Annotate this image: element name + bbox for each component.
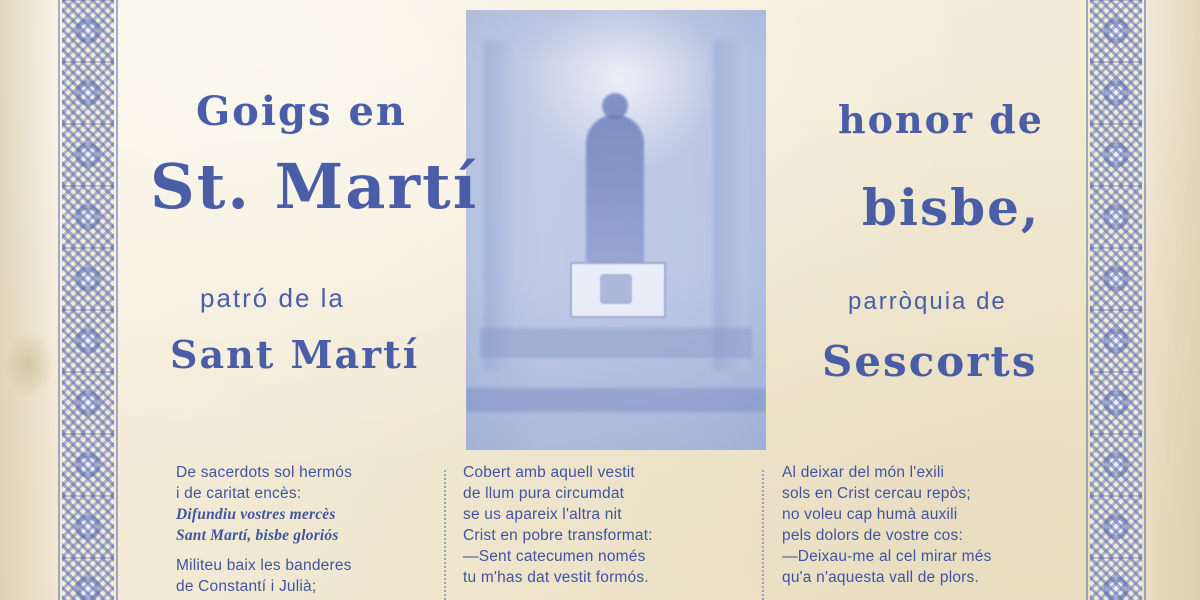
subtitle-place-name: Sescorts <box>822 337 1038 386</box>
title-line-honor-de: honor de <box>838 97 1044 142</box>
verse-line: se us apareix l'altra nit <box>463 506 622 523</box>
verse-refrain-line: Sant Martí, bisbe gloriós <box>176 527 339 544</box>
verse-line: qu'a n'aquesta vall de plors. <box>782 569 979 586</box>
verse-line: Al deixar del món l'exili <box>782 464 945 481</box>
verse-line: tu m'has dat vestit formós. <box>463 569 649 586</box>
verse-line: de Constantí i Julià; <box>176 578 317 595</box>
verse-stanza-gap <box>176 546 426 555</box>
verse-line: De sacerdots sol hermós <box>176 464 353 481</box>
paper-stain <box>4 330 54 400</box>
verse-line: sols en Crist cercau repòs; <box>782 485 971 502</box>
saint-statue-figure <box>586 115 644 265</box>
subtitle-patron-of: patró de la <box>200 283 345 313</box>
verse-column-1 <box>176 462 426 597</box>
verse-line: —Sent catecumen només <box>463 548 646 565</box>
subtitle-parish-name: Sant Martí <box>170 332 420 377</box>
title-line-bisbe: bisbe, <box>862 178 1041 237</box>
verse-line: de llum pura circumdat <box>463 485 625 502</box>
verse-column-2 <box>463 462 743 588</box>
verse-line: i de caritat encès: <box>176 485 302 502</box>
verse-area <box>0 462 1200 600</box>
verse-line: pels dolors de vostre cos: <box>782 527 963 544</box>
verse-line: Cobert amb aquell vestit <box>463 464 635 481</box>
altar-table <box>480 328 752 358</box>
verse-line: Crist en pobre transformat: <box>463 527 653 544</box>
statue-pedestal <box>570 262 666 318</box>
altar-statue-photograph <box>466 10 766 450</box>
photo-column-left <box>484 40 518 370</box>
verse-line: Militeu baix les banderes <box>176 557 352 574</box>
verse-line: —Deixau-me al cel mirar més <box>782 548 992 565</box>
subtitle-parish-of: parròquia de <box>848 288 1007 315</box>
verse-refrain-line: Difundiu vostres mercès <box>176 506 336 523</box>
photo-column-right <box>714 40 748 370</box>
verse-line: no voleu cap humà auxili <box>782 506 958 523</box>
verse-column-3 <box>782 462 1062 588</box>
altar-step <box>466 388 766 412</box>
title-line-saint-name: St. Martí <box>150 150 479 223</box>
title-line-goigs-en: Goigs en <box>196 88 407 135</box>
